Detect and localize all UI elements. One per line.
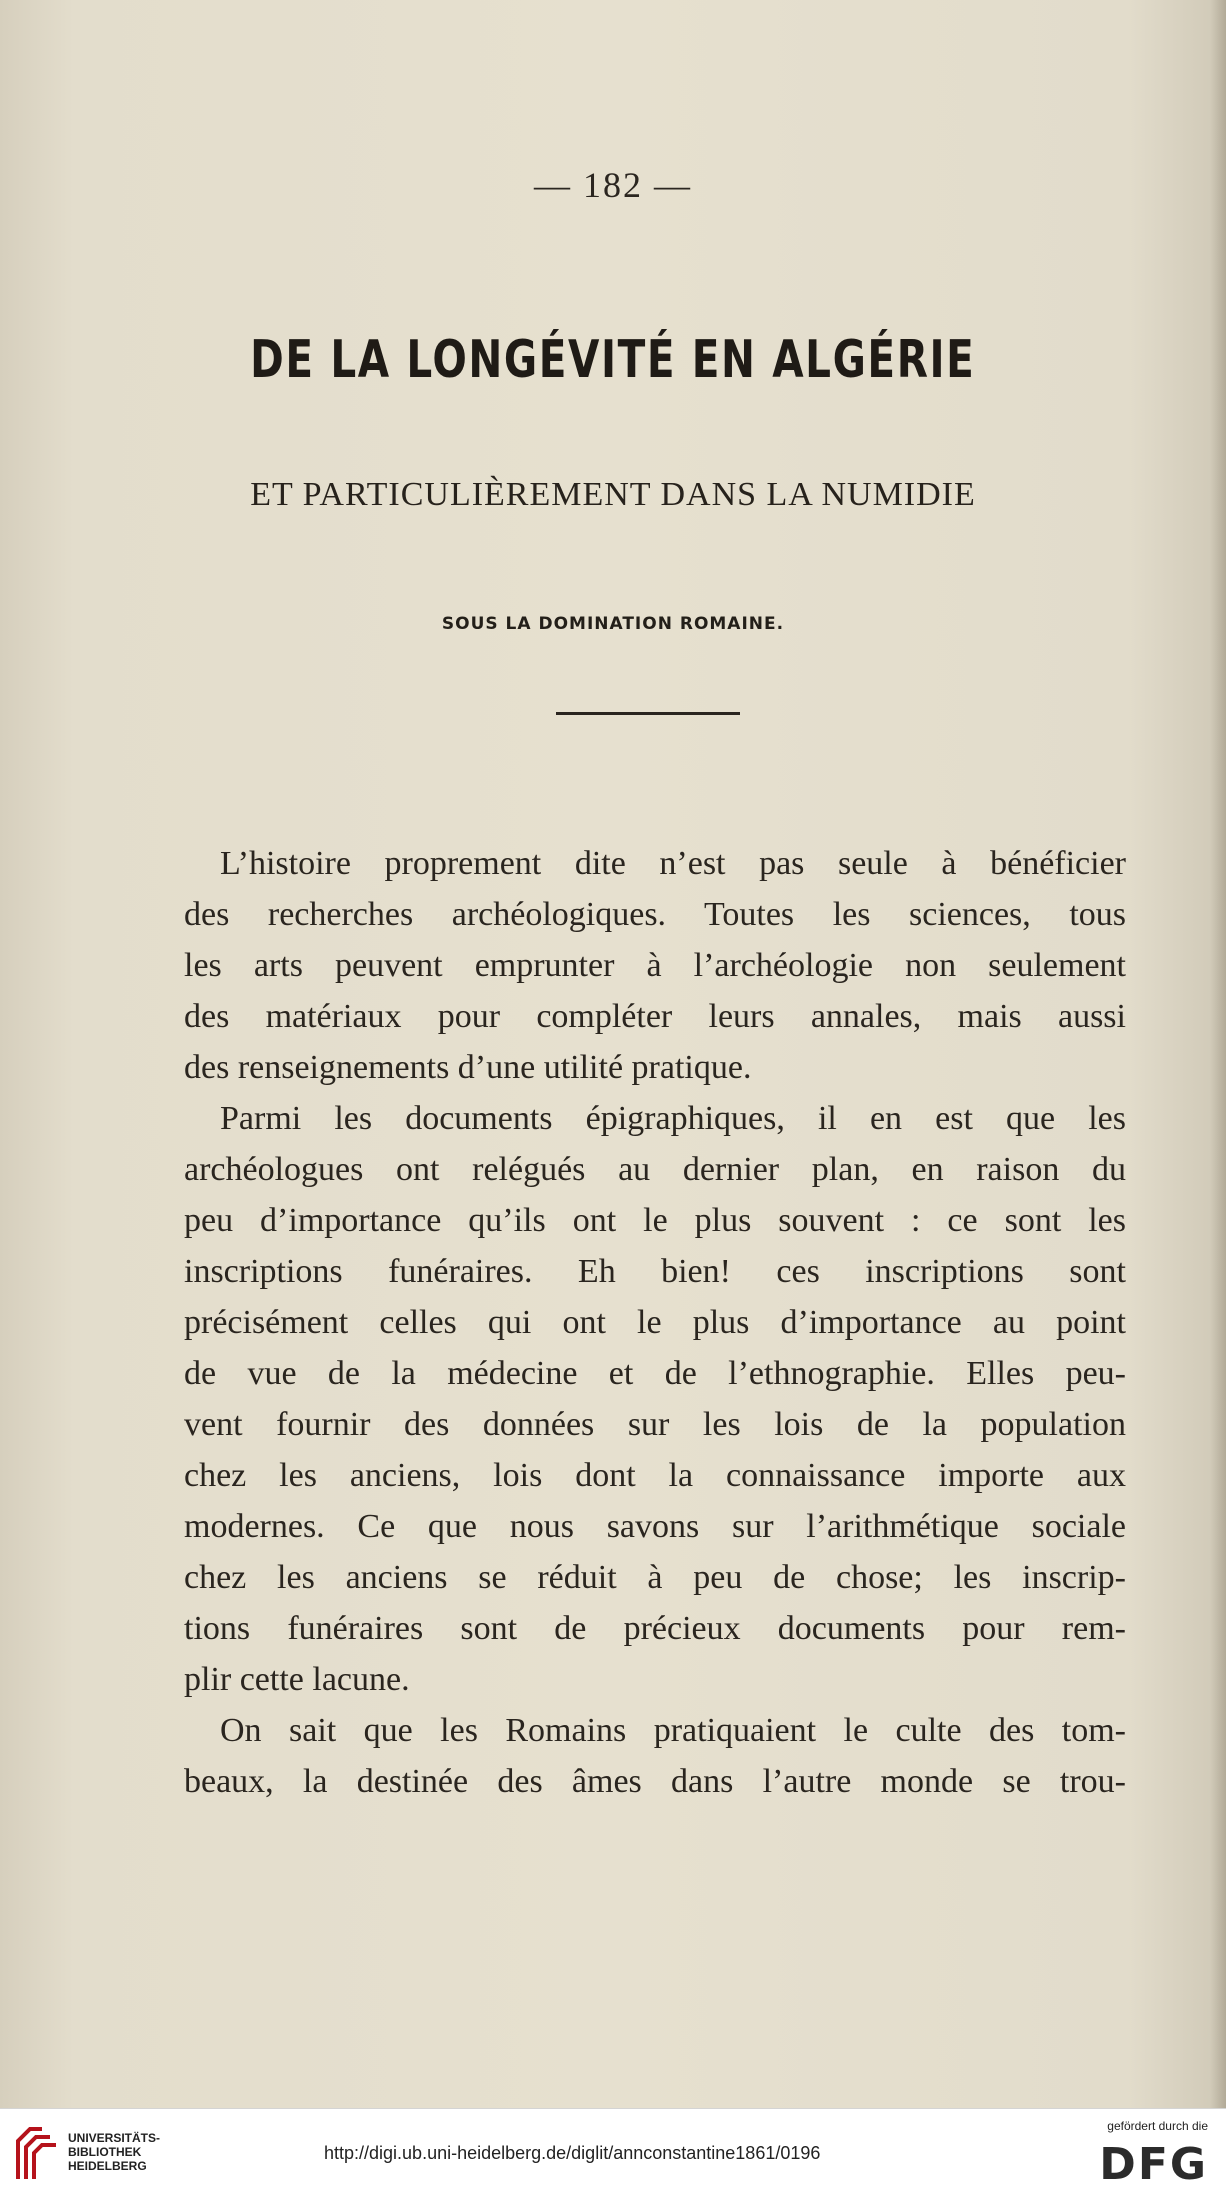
text-line: beaux, la destinée des âmes dans l’autre monde se trou- [184,1763,1126,1800]
text-line: Parmi les documents épigraphiques, il en est que les [220,1100,1126,1137]
text-line: L’histoire proprement dite n’est pas seule à bénéficier [220,845,1126,882]
funding-note: gefördert durch die [1107,2119,1208,2133]
article-subtitle: ET PARTICULIÈREMENT DANS LA NUMIDIE [250,476,976,513]
text-line: inscriptions funéraires. Eh bien! ces inscriptions sont [184,1253,1126,1290]
page-number: — 182 — [534,165,692,205]
text-line: les arts peuvent emprunter à l’archéologie non seulement [184,947,1126,984]
university-library-logo-icon [12,2123,60,2185]
library-name-line: HEIDELBERG [68,2159,147,2173]
text-line: chez les anciens se réduit à peu de chose; les inscrip- [184,1559,1126,1596]
text-line: On sait que les Romains pratiquaient le culte des tom- [220,1712,1126,1749]
dfg-logo: DFG [1099,2139,1208,2190]
text-line: archéologues ont relégués au dernier plan, en raison du [184,1151,1126,1188]
article-subheading: SOUS LA DOMINATION ROMAINE. [441,614,785,634]
library-name [68,2131,160,2173]
page-edge-shadow [1210,0,1226,2108]
text-line: des matériaux pour compléter leurs annales, mais aussi [184,998,1126,1035]
footer-bar [0,2108,1226,2199]
library-name-line: UNIVERSITÄTS- [68,2131,161,2145]
library-name-line: BIBLIOTHEK [68,2145,142,2159]
text-line: des recherches archéologiques. Toutes les sciences, tous [184,896,1126,933]
text-line: tions funéraires sont de précieux documents pour rem- [184,1610,1126,1647]
text-line: de vue de la médecine et de l’ethnographie. Elles peu- [184,1355,1126,1392]
text-line: vent fournir des données sur les lois de la population [184,1406,1126,1443]
section-rule [556,712,740,715]
text-line: plir cette lacune. [184,1661,410,1698]
body-text [184,838,1126,1807]
text-line: chez les anciens, lois dont la connaissance importe aux [184,1457,1126,1494]
text-line: précisément celles qui ont le plus d’importance au point [184,1304,1126,1341]
text-line: des renseignements d’une utilité pratique. [184,1049,752,1086]
article-title: DE LA LONGÉVITÉ EN ALGÉRIE [250,330,976,390]
source-url[interactable]: http://digi.ub.uni-heidelberg.de/diglit/annconstantine1861/0196 [324,2143,821,2163]
text-line: peu d’importance qu’ils ont le plus souvent : ce sont les [184,1202,1126,1239]
text-line: modernes. Ce que nous savons sur l’arithmétique sociale [184,1508,1126,1545]
